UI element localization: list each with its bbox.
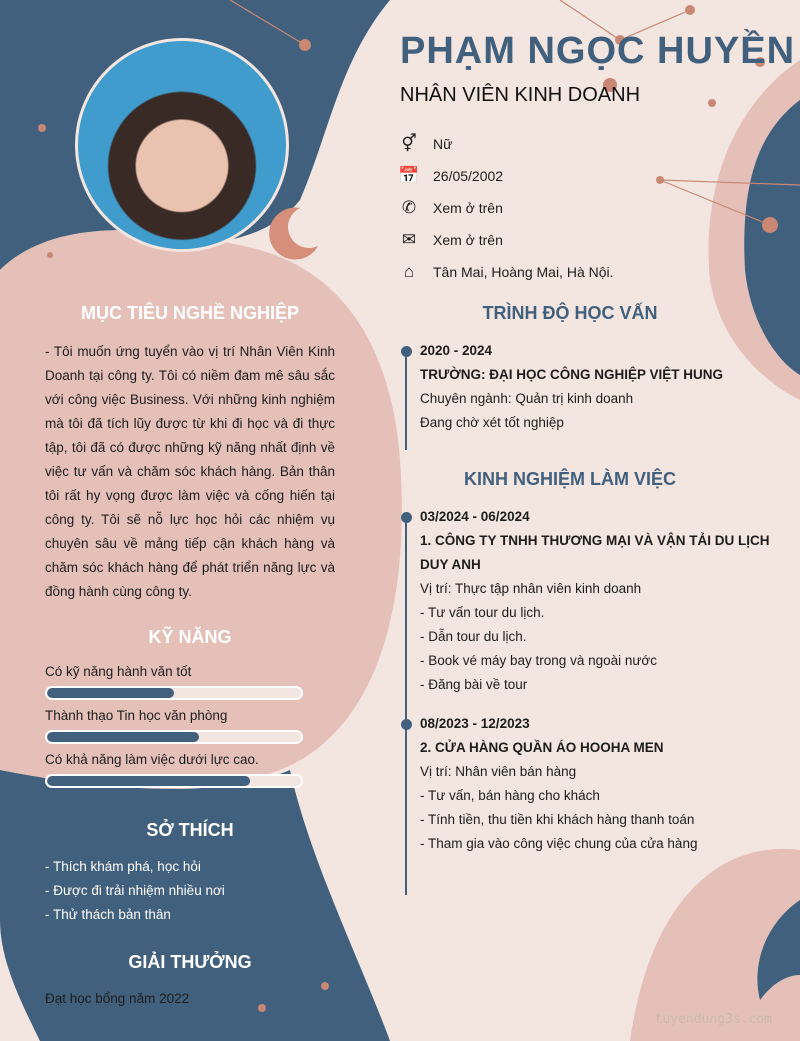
skill-bar-fill <box>47 776 250 786</box>
job-line: - Tham gia vào công việc chung của cửa hàng <box>420 836 698 851</box>
awards-text: Đạt học bổng năm 2022 <box>45 991 190 1006</box>
education-entry <box>420 339 780 435</box>
skill-label: Có khả năng làm việc dưới lực cao. <box>45 752 259 767</box>
job-entry <box>420 505 780 697</box>
skill-bar-fill <box>47 688 174 698</box>
phone-icon: ✆ <box>401 198 417 217</box>
job-line: - Tư vấn tour du lịch. <box>420 605 545 620</box>
skills-heading: KỸ NĂNG <box>148 627 232 647</box>
job-line: - Đăng bài về tour <box>420 677 528 692</box>
job-line: - Tính tiền, thu tiền khi khách hàng thanh toán <box>420 812 695 827</box>
personal-info <box>398 128 614 288</box>
education-heading: TRÌNH ĐỘ HỌC VẤN <box>482 303 658 323</box>
job-line: - Dẫn tour du lịch. <box>420 629 527 644</box>
gender-icon: ⚥ <box>401 134 417 153</box>
experience-timeline <box>405 515 407 895</box>
profile-photo <box>75 38 289 252</box>
hobbies-heading: SỞ THÍCH <box>146 820 234 840</box>
awards-heading: GIẢI THƯỞNG <box>128 952 252 972</box>
info-text: Nữ <box>433 136 453 152</box>
hobby-item: - Thích khám phá, học hỏi <box>45 859 201 874</box>
job-line: - Book vé máy bay trong và ngoài nước <box>420 653 658 668</box>
info-email <box>398 224 614 256</box>
experience-heading: KINH NGHIỆM LÀM VIỆC <box>463 469 676 489</box>
job-title: NHÂN VIÊN KINH DOANH <box>400 84 641 106</box>
job-line: - Tư vấn, bán hàng cho khách <box>420 788 600 803</box>
hobbies-list <box>45 855 335 927</box>
info-text: 26/05/2002 <box>433 168 504 184</box>
education-line: Chuyên ngành: Quản trị kinh doanh <box>420 391 634 406</box>
skill-bar <box>45 686 303 700</box>
job-entry <box>420 712 780 856</box>
hobby-item: - Thử thách bản thân <box>45 907 171 922</box>
timeline-dot <box>401 719 412 730</box>
skill-bar <box>45 774 303 788</box>
job-period: 03/2024 - 06/2024 <box>420 509 530 524</box>
skills-list <box>45 664 303 796</box>
info-birthdate <box>398 160 614 192</box>
skill-label: Thành thạo Tin học văn phòng <box>45 708 228 723</box>
objective-text: - Tôi muốn ứng tuyển vào vị trí Nhân Viên Kinh Doanh tại công ty. Tôi có niềm đam mê sâu sắc với công việc Business. Với những kinh nghiệm mà tôi đã tích lũy được từ khi đi học và đi thực tập, tôi đã có được những kỹ năng nhất định về việc tư vấn và chăm sóc khách hàng. Bản thân tôi rất hy vọng được làm việc và cống hiến tại công ty. Tôi sẽ nỗ lực học hỏi các nhiệm vụ chuyên sâu về mảng tiếp cận khách hàng và chăm sóc khách hàng để phát triển năng lực và đồng hành cùng công ty. <box>45 344 335 599</box>
skill-label: Có kỹ năng hành văn tốt <box>45 664 192 679</box>
education-school: TRƯỜNG: ĐẠI HỌC CÔNG NGHIỆP VIỆT HUNG <box>420 367 723 382</box>
info-text: Xem ở trên <box>433 232 503 248</box>
education-period: 2020 - 2024 <box>420 343 493 358</box>
home-icon: ⌂ <box>403 262 415 281</box>
candidate-name: PHẠM NGỌC HUYỀN <box>400 30 796 72</box>
education-timeline <box>405 350 407 450</box>
objective-heading: MỤC TIÊU NGHỀ NGHIỆP <box>80 303 299 323</box>
job-line: Vị trí: Thực tập nhân viên kinh doanh <box>420 581 642 596</box>
timeline-dot <box>401 512 412 523</box>
calendar-icon: 📅 <box>398 166 420 185</box>
info-text: Xem ở trên <box>433 200 503 216</box>
info-address <box>398 256 614 288</box>
education-line: Đang chờ xét tốt nghiệp <box>420 415 564 430</box>
watermark: tuyendung3s.com <box>654 1012 772 1027</box>
job-company: 1. CÔNG TY TNHH THƯƠNG MẠI VÀ VẬN TẢI DU LỊCH DUY ANH <box>420 533 770 572</box>
info-text: Tân Mai, Hoàng Mai, Hà Nội. <box>433 264 614 280</box>
job-company: 2. CỬA HÀNG QUẦN ÁO HOOHA MEN <box>420 740 664 755</box>
job-period: 08/2023 - 12/2023 <box>420 716 530 731</box>
job-line: Vị trí: Nhân viên bán hàng <box>420 764 577 779</box>
info-phone <box>398 192 614 224</box>
skill-bar <box>45 730 303 744</box>
skill-bar-fill <box>47 732 199 742</box>
timeline-dot <box>401 346 412 357</box>
info-gender <box>398 128 614 160</box>
mail-icon: ✉ <box>401 230 417 249</box>
hobby-item: - Được đi trải nhiệm nhiều nơi <box>45 883 225 898</box>
